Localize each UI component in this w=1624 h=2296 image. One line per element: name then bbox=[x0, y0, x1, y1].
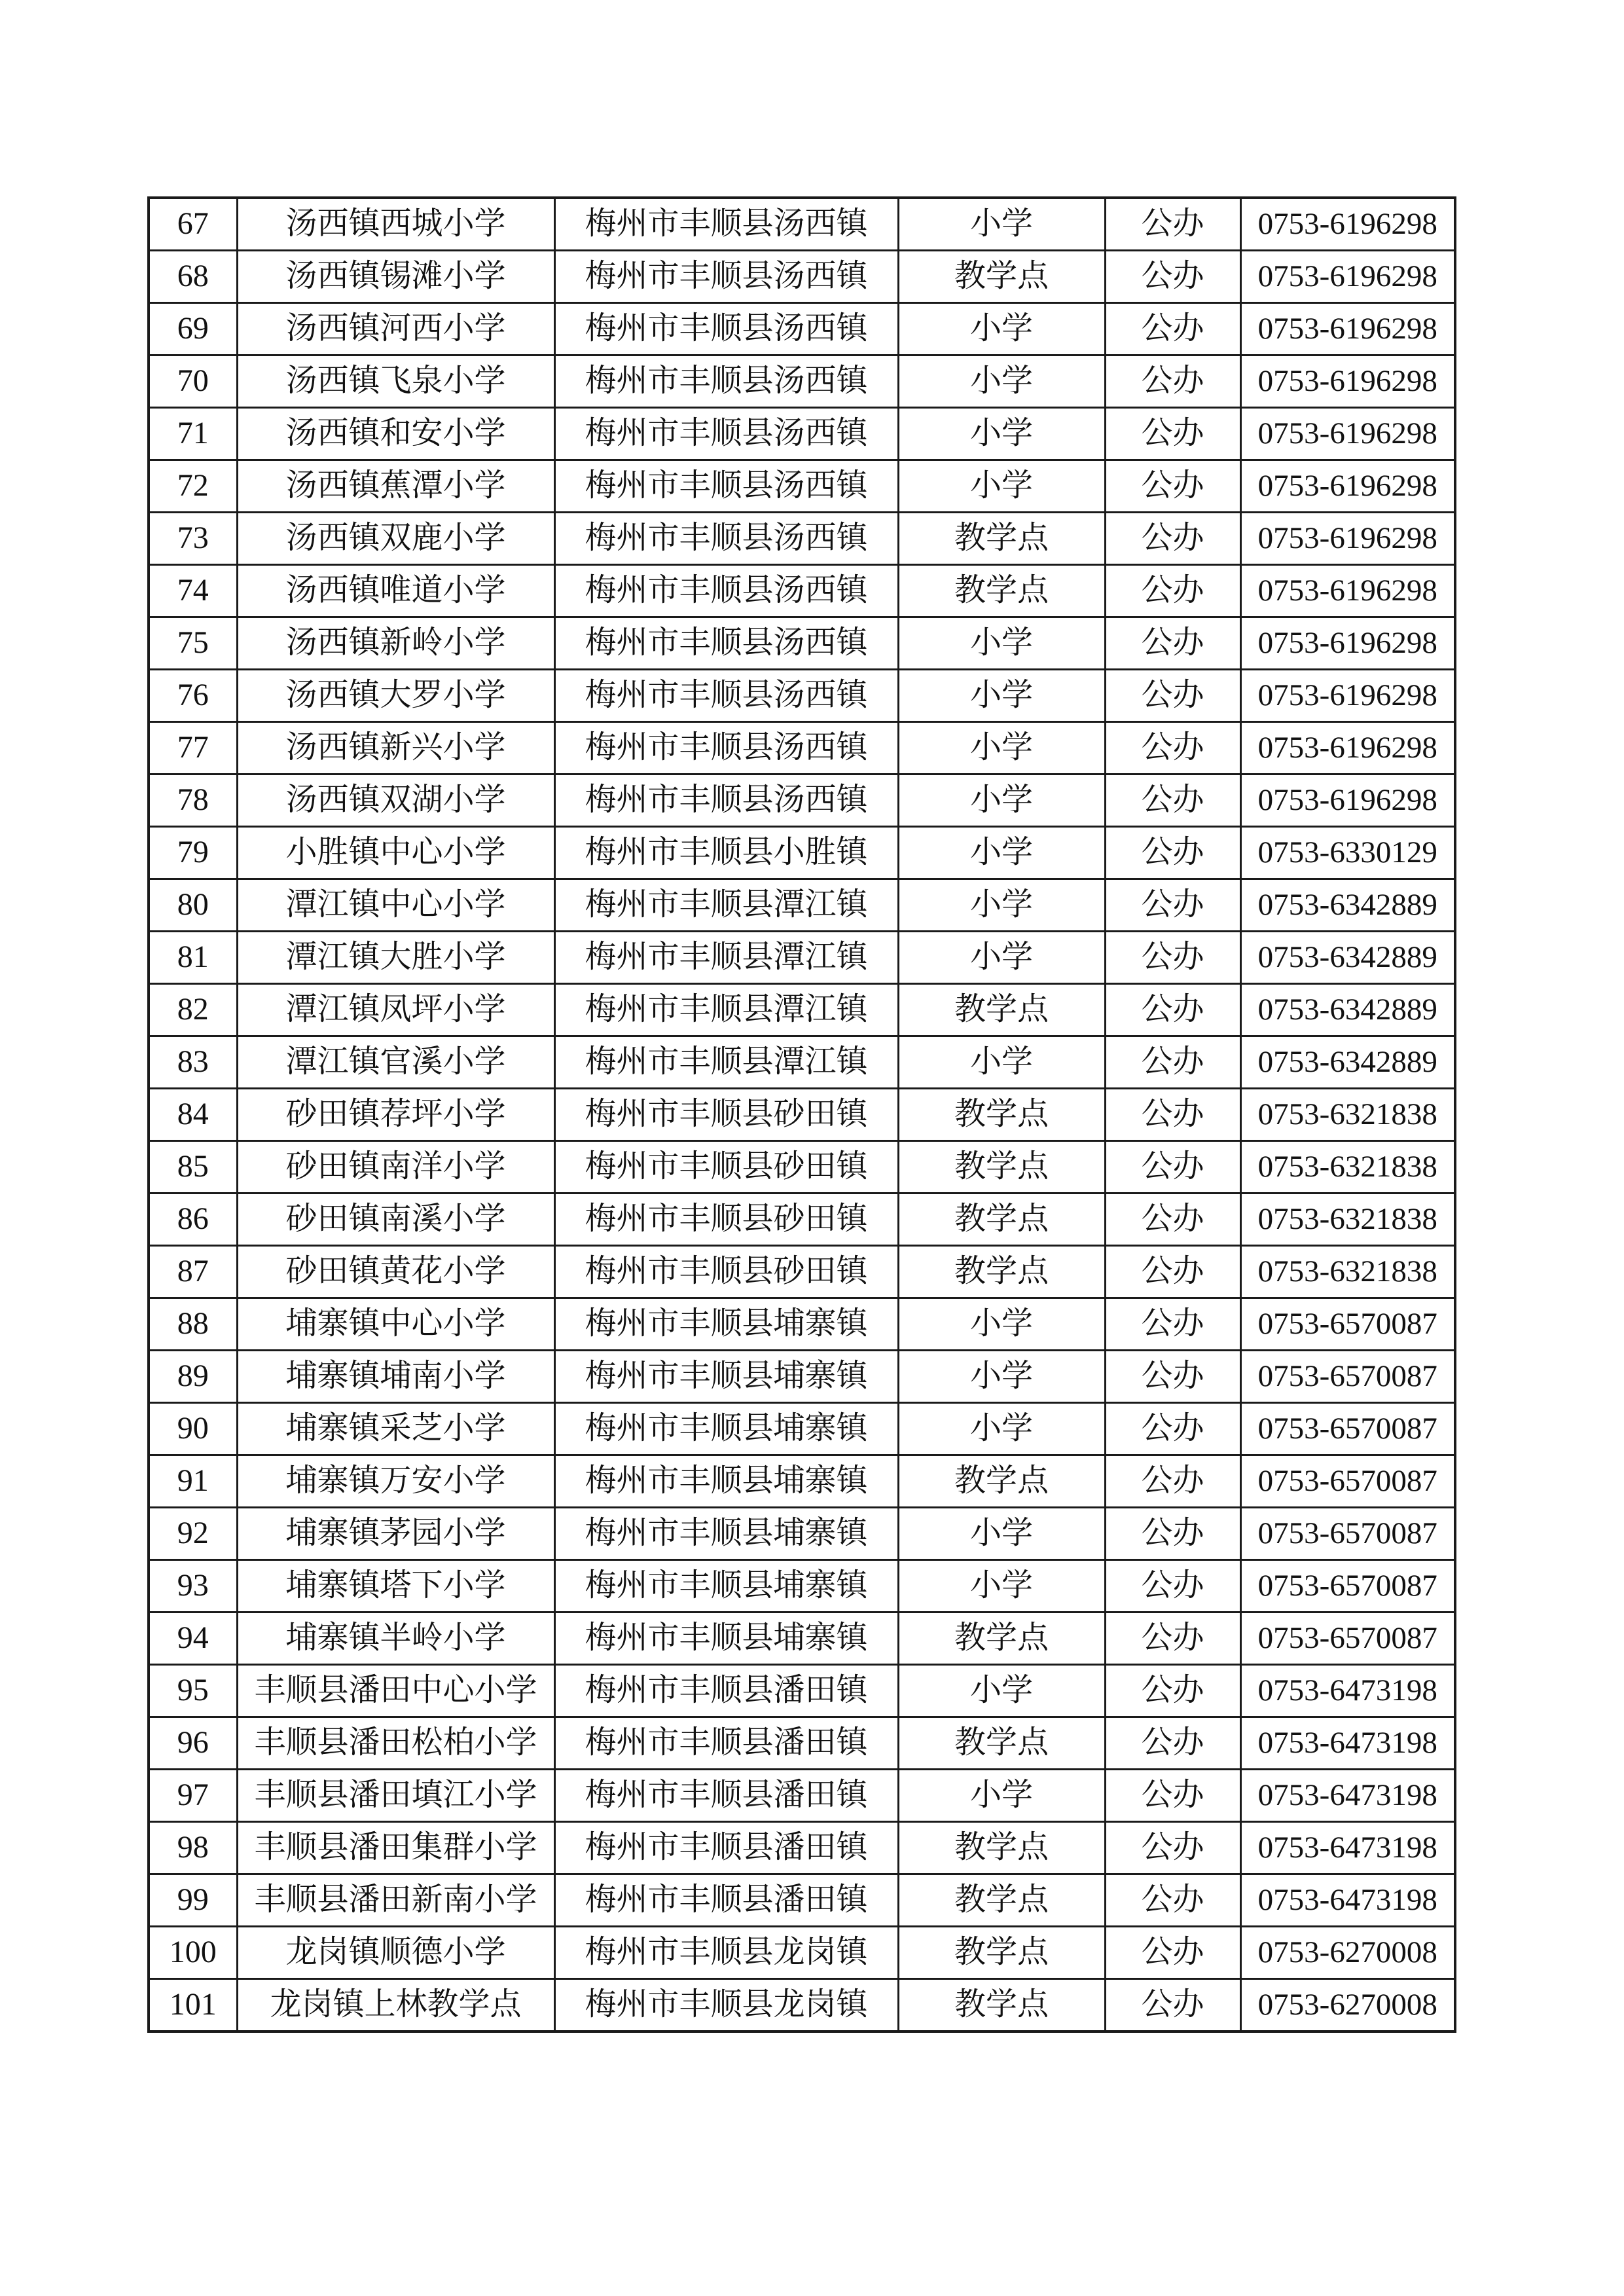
cell-row-number: 67 bbox=[149, 198, 237, 251]
cell-phone: 0753-6570087 bbox=[1240, 1560, 1455, 1613]
cell-row-number: 83 bbox=[149, 1036, 237, 1089]
cell-row-number: 75 bbox=[149, 617, 237, 670]
cell-address: 梅州市丰顺县埔寨镇 bbox=[554, 1455, 898, 1508]
cell-row-number: 98 bbox=[149, 1822, 237, 1874]
cell-address: 梅州市丰顺县潭江镇 bbox=[554, 879, 898, 932]
table-row bbox=[149, 513, 1455, 565]
cell-ownership: 公办 bbox=[1105, 1927, 1240, 1979]
cell-ownership: 公办 bbox=[1105, 1455, 1240, 1508]
cell-school-type: 小学 bbox=[898, 1036, 1105, 1089]
cell-phone: 0753-6473198 bbox=[1240, 1770, 1455, 1822]
cell-address: 梅州市丰顺县潘田镇 bbox=[554, 1770, 898, 1822]
cell-school-name: 埔寨镇埔南小学 bbox=[237, 1351, 554, 1403]
cell-phone: 0753-6330129 bbox=[1240, 827, 1455, 879]
cell-school-type: 小学 bbox=[898, 1508, 1105, 1560]
cell-school-type: 教学点 bbox=[898, 565, 1105, 617]
cell-ownership: 公办 bbox=[1105, 1560, 1240, 1613]
cell-phone: 0753-6473198 bbox=[1240, 1665, 1455, 1717]
table-row bbox=[149, 827, 1455, 879]
table-row bbox=[149, 1874, 1455, 1927]
cell-phone: 0753-6342889 bbox=[1240, 879, 1455, 932]
cell-school-type: 教学点 bbox=[898, 251, 1105, 303]
cell-address: 梅州市丰顺县汤西镇 bbox=[554, 617, 898, 670]
cell-row-number: 70 bbox=[149, 355, 237, 408]
cell-school-type: 小学 bbox=[898, 303, 1105, 355]
cell-school-type: 小学 bbox=[898, 198, 1105, 251]
cell-ownership: 公办 bbox=[1105, 565, 1240, 617]
cell-ownership: 公办 bbox=[1105, 1665, 1240, 1717]
cell-school-type: 教学点 bbox=[898, 513, 1105, 565]
cell-row-number: 69 bbox=[149, 303, 237, 355]
cell-school-type: 教学点 bbox=[898, 1089, 1105, 1141]
cell-phone: 0753-6570087 bbox=[1240, 1508, 1455, 1560]
cell-school-name: 潭江镇大胜小学 bbox=[237, 932, 554, 984]
cell-ownership: 公办 bbox=[1105, 827, 1240, 879]
cell-school-type: 小学 bbox=[898, 1770, 1105, 1822]
cell-address: 梅州市丰顺县潘田镇 bbox=[554, 1665, 898, 1717]
table-row bbox=[149, 617, 1455, 670]
cell-address: 梅州市丰顺县汤西镇 bbox=[554, 251, 898, 303]
cell-row-number: 72 bbox=[149, 460, 237, 513]
cell-address: 梅州市丰顺县汤西镇 bbox=[554, 303, 898, 355]
cell-school-name: 龙岗镇顺德小学 bbox=[237, 1927, 554, 1979]
cell-row-number: 77 bbox=[149, 722, 237, 774]
table-row bbox=[149, 1194, 1455, 1246]
cell-school-name: 汤西镇和安小学 bbox=[237, 408, 554, 460]
cell-ownership: 公办 bbox=[1105, 1089, 1240, 1141]
table-row bbox=[149, 251, 1455, 303]
cell-ownership: 公办 bbox=[1105, 932, 1240, 984]
cell-school-name: 潭江镇官溪小学 bbox=[237, 1036, 554, 1089]
cell-row-number: 95 bbox=[149, 1665, 237, 1717]
cell-address: 梅州市丰顺县汤西镇 bbox=[554, 355, 898, 408]
cell-school-type: 小学 bbox=[898, 355, 1105, 408]
cell-ownership: 公办 bbox=[1105, 879, 1240, 932]
cell-school-type: 小学 bbox=[898, 617, 1105, 670]
cell-address: 梅州市丰顺县埔寨镇 bbox=[554, 1403, 898, 1455]
cell-ownership: 公办 bbox=[1105, 1141, 1240, 1194]
table-row bbox=[149, 1403, 1455, 1455]
cell-phone: 0753-6196298 bbox=[1240, 198, 1455, 251]
cell-row-number: 68 bbox=[149, 251, 237, 303]
table-row bbox=[149, 1455, 1455, 1508]
cell-phone: 0753-6196298 bbox=[1240, 774, 1455, 827]
table-row bbox=[149, 774, 1455, 827]
cell-ownership: 公办 bbox=[1105, 1822, 1240, 1874]
cell-phone: 0753-6473198 bbox=[1240, 1822, 1455, 1874]
table-row bbox=[149, 1822, 1455, 1874]
cell-row-number: 92 bbox=[149, 1508, 237, 1560]
cell-ownership: 公办 bbox=[1105, 1979, 1240, 2032]
cell-school-name: 丰顺县潘田松柏小学 bbox=[237, 1717, 554, 1770]
cell-school-type: 教学点 bbox=[898, 1613, 1105, 1665]
cell-ownership: 公办 bbox=[1105, 408, 1240, 460]
cell-school-name: 汤西镇新岭小学 bbox=[237, 617, 554, 670]
cell-row-number: 93 bbox=[149, 1560, 237, 1613]
cell-school-type: 教学点 bbox=[898, 1194, 1105, 1246]
cell-phone: 0753-6570087 bbox=[1240, 1298, 1455, 1351]
table-row bbox=[149, 1089, 1455, 1141]
cell-school-name: 潭江镇中心小学 bbox=[237, 879, 554, 932]
cell-school-type: 教学点 bbox=[898, 1822, 1105, 1874]
table-row bbox=[149, 1298, 1455, 1351]
cell-address: 梅州市丰顺县汤西镇 bbox=[554, 722, 898, 774]
cell-address: 梅州市丰顺县埔寨镇 bbox=[554, 1613, 898, 1665]
cell-phone: 0753-6570087 bbox=[1240, 1613, 1455, 1665]
table-row bbox=[149, 1141, 1455, 1194]
table-row bbox=[149, 460, 1455, 513]
cell-row-number: 94 bbox=[149, 1613, 237, 1665]
cell-row-number: 86 bbox=[149, 1194, 237, 1246]
cell-phone: 0753-6342889 bbox=[1240, 932, 1455, 984]
cell-school-name: 砂田镇南溪小学 bbox=[237, 1194, 554, 1246]
cell-phone: 0753-6196298 bbox=[1240, 565, 1455, 617]
cell-row-number: 85 bbox=[149, 1141, 237, 1194]
table-row bbox=[149, 1560, 1455, 1613]
cell-school-name: 小胜镇中心小学 bbox=[237, 827, 554, 879]
cell-address: 梅州市丰顺县潘田镇 bbox=[554, 1874, 898, 1927]
cell-row-number: 82 bbox=[149, 984, 237, 1036]
cell-phone: 0753-6196298 bbox=[1240, 355, 1455, 408]
cell-school-name: 汤西镇蕉潭小学 bbox=[237, 460, 554, 513]
cell-school-name: 汤西镇双湖小学 bbox=[237, 774, 554, 827]
cell-ownership: 公办 bbox=[1105, 722, 1240, 774]
cell-phone: 0753-6270008 bbox=[1240, 1927, 1455, 1979]
cell-school-type: 小学 bbox=[898, 1403, 1105, 1455]
cell-address: 梅州市丰顺县汤西镇 bbox=[554, 513, 898, 565]
cell-school-name: 丰顺县潘田中心小学 bbox=[237, 1665, 554, 1717]
school-list-table bbox=[147, 196, 1456, 2033]
cell-school-type: 教学点 bbox=[898, 1927, 1105, 1979]
cell-school-type: 教学点 bbox=[898, 1141, 1105, 1194]
cell-ownership: 公办 bbox=[1105, 513, 1240, 565]
cell-address: 梅州市丰顺县潭江镇 bbox=[554, 1036, 898, 1089]
cell-phone: 0753-6570087 bbox=[1240, 1455, 1455, 1508]
cell-ownership: 公办 bbox=[1105, 984, 1240, 1036]
cell-row-number: 90 bbox=[149, 1403, 237, 1455]
cell-school-type: 小学 bbox=[898, 1298, 1105, 1351]
cell-school-type: 教学点 bbox=[898, 1874, 1105, 1927]
cell-ownership: 公办 bbox=[1105, 1874, 1240, 1927]
cell-school-name: 潭江镇凤坪小学 bbox=[237, 984, 554, 1036]
cell-school-type: 小学 bbox=[898, 879, 1105, 932]
cell-ownership: 公办 bbox=[1105, 1036, 1240, 1089]
cell-school-name: 砂田镇南洋小学 bbox=[237, 1141, 554, 1194]
cell-address: 梅州市丰顺县汤西镇 bbox=[554, 198, 898, 251]
cell-address: 梅州市丰顺县砂田镇 bbox=[554, 1089, 898, 1141]
cell-phone: 0753-6196298 bbox=[1240, 251, 1455, 303]
cell-school-name: 汤西镇新兴小学 bbox=[237, 722, 554, 774]
cell-school-name: 砂田镇荐坪小学 bbox=[237, 1089, 554, 1141]
cell-address: 梅州市丰顺县埔寨镇 bbox=[554, 1298, 898, 1351]
table-row bbox=[149, 355, 1455, 408]
cell-phone: 0753-6570087 bbox=[1240, 1351, 1455, 1403]
cell-school-type: 小学 bbox=[898, 722, 1105, 774]
document-page bbox=[147, 196, 1454, 2033]
cell-phone: 0753-6196298 bbox=[1240, 617, 1455, 670]
cell-row-number: 99 bbox=[149, 1874, 237, 1927]
cell-school-name: 汤西镇河西小学 bbox=[237, 303, 554, 355]
cell-school-name: 汤西镇西城小学 bbox=[237, 198, 554, 251]
cell-address: 梅州市丰顺县汤西镇 bbox=[554, 460, 898, 513]
cell-address: 梅州市丰顺县汤西镇 bbox=[554, 408, 898, 460]
cell-school-type: 教学点 bbox=[898, 1979, 1105, 2032]
cell-address: 梅州市丰顺县龙岗镇 bbox=[554, 1927, 898, 1979]
cell-school-name: 汤西镇大罗小学 bbox=[237, 670, 554, 722]
cell-ownership: 公办 bbox=[1105, 1194, 1240, 1246]
cell-ownership: 公办 bbox=[1105, 1403, 1240, 1455]
table-row bbox=[149, 1508, 1455, 1560]
cell-phone: 0753-6321838 bbox=[1240, 1141, 1455, 1194]
cell-school-name: 丰顺县潘田集群小学 bbox=[237, 1822, 554, 1874]
cell-school-name: 埔寨镇采芝小学 bbox=[237, 1403, 554, 1455]
cell-address: 梅州市丰顺县小胜镇 bbox=[554, 827, 898, 879]
cell-school-type: 小学 bbox=[898, 827, 1105, 879]
cell-phone: 0753-6473198 bbox=[1240, 1717, 1455, 1770]
cell-school-type: 小学 bbox=[898, 932, 1105, 984]
cell-address: 梅州市丰顺县砂田镇 bbox=[554, 1246, 898, 1298]
cell-row-number: 89 bbox=[149, 1351, 237, 1403]
cell-row-number: 71 bbox=[149, 408, 237, 460]
cell-school-name: 埔寨镇万安小学 bbox=[237, 1455, 554, 1508]
cell-phone: 0753-6196298 bbox=[1240, 670, 1455, 722]
cell-school-type: 教学点 bbox=[898, 984, 1105, 1036]
cell-phone: 0753-6270008 bbox=[1240, 1979, 1455, 2032]
cell-phone: 0753-6196298 bbox=[1240, 722, 1455, 774]
cell-ownership: 公办 bbox=[1105, 198, 1240, 251]
cell-school-name: 埔寨镇半岭小学 bbox=[237, 1613, 554, 1665]
cell-address: 梅州市丰顺县龙岗镇 bbox=[554, 1979, 898, 2032]
cell-row-number: 97 bbox=[149, 1770, 237, 1822]
table-row bbox=[149, 1979, 1455, 2032]
cell-row-number: 79 bbox=[149, 827, 237, 879]
cell-school-name: 汤西镇锡滩小学 bbox=[237, 251, 554, 303]
table-row bbox=[149, 722, 1455, 774]
table-row bbox=[149, 670, 1455, 722]
cell-school-type: 小学 bbox=[898, 1665, 1105, 1717]
cell-school-type: 小学 bbox=[898, 774, 1105, 827]
cell-phone: 0753-6196298 bbox=[1240, 303, 1455, 355]
table-row bbox=[149, 1613, 1455, 1665]
cell-row-number: 84 bbox=[149, 1089, 237, 1141]
cell-ownership: 公办 bbox=[1105, 1508, 1240, 1560]
cell-ownership: 公办 bbox=[1105, 774, 1240, 827]
table-row bbox=[149, 198, 1455, 251]
cell-school-type: 教学点 bbox=[898, 1246, 1105, 1298]
cell-school-type: 教学点 bbox=[898, 1455, 1105, 1508]
cell-address: 梅州市丰顺县潘田镇 bbox=[554, 1717, 898, 1770]
cell-school-name: 埔寨镇中心小学 bbox=[237, 1298, 554, 1351]
cell-address: 梅州市丰顺县汤西镇 bbox=[554, 565, 898, 617]
cell-school-name: 丰顺县潘田新南小学 bbox=[237, 1874, 554, 1927]
table-row bbox=[149, 303, 1455, 355]
cell-ownership: 公办 bbox=[1105, 1717, 1240, 1770]
table-row bbox=[149, 408, 1455, 460]
cell-school-name: 汤西镇飞泉小学 bbox=[237, 355, 554, 408]
cell-row-number: 100 bbox=[149, 1927, 237, 1979]
table-row bbox=[149, 1246, 1455, 1298]
cell-phone: 0753-6321838 bbox=[1240, 1089, 1455, 1141]
cell-school-name: 丰顺县潘田填江小学 bbox=[237, 1770, 554, 1822]
cell-row-number: 73 bbox=[149, 513, 237, 565]
table-row bbox=[149, 1665, 1455, 1717]
cell-phone: 0753-6321838 bbox=[1240, 1246, 1455, 1298]
cell-ownership: 公办 bbox=[1105, 355, 1240, 408]
cell-ownership: 公办 bbox=[1105, 1246, 1240, 1298]
cell-row-number: 87 bbox=[149, 1246, 237, 1298]
cell-address: 梅州市丰顺县汤西镇 bbox=[554, 774, 898, 827]
cell-school-name: 埔寨镇塔下小学 bbox=[237, 1560, 554, 1613]
table-row bbox=[149, 1770, 1455, 1822]
cell-row-number: 91 bbox=[149, 1455, 237, 1508]
cell-row-number: 88 bbox=[149, 1298, 237, 1351]
cell-school-type: 小学 bbox=[898, 670, 1105, 722]
cell-ownership: 公办 bbox=[1105, 251, 1240, 303]
table-body bbox=[149, 198, 1455, 2032]
cell-row-number: 81 bbox=[149, 932, 237, 984]
table-row bbox=[149, 1927, 1455, 1979]
cell-school-type: 小学 bbox=[898, 1351, 1105, 1403]
table-row bbox=[149, 1717, 1455, 1770]
table-row bbox=[149, 1351, 1455, 1403]
cell-school-type: 教学点 bbox=[898, 1717, 1105, 1770]
cell-school-name: 汤西镇双鹿小学 bbox=[237, 513, 554, 565]
cell-ownership: 公办 bbox=[1105, 1298, 1240, 1351]
cell-address: 梅州市丰顺县埔寨镇 bbox=[554, 1351, 898, 1403]
cell-address: 梅州市丰顺县潭江镇 bbox=[554, 932, 898, 984]
cell-phone: 0753-6473198 bbox=[1240, 1874, 1455, 1927]
cell-phone: 0753-6570087 bbox=[1240, 1403, 1455, 1455]
cell-phone: 0753-6196298 bbox=[1240, 513, 1455, 565]
cell-ownership: 公办 bbox=[1105, 303, 1240, 355]
cell-row-number: 80 bbox=[149, 879, 237, 932]
cell-ownership: 公办 bbox=[1105, 1770, 1240, 1822]
cell-school-type: 小学 bbox=[898, 1560, 1105, 1613]
table-row bbox=[149, 1036, 1455, 1089]
cell-phone: 0753-6321838 bbox=[1240, 1194, 1455, 1246]
cell-row-number: 78 bbox=[149, 774, 237, 827]
cell-address: 梅州市丰顺县埔寨镇 bbox=[554, 1508, 898, 1560]
cell-row-number: 96 bbox=[149, 1717, 237, 1770]
cell-row-number: 101 bbox=[149, 1979, 237, 2032]
cell-ownership: 公办 bbox=[1105, 1613, 1240, 1665]
table-row bbox=[149, 879, 1455, 932]
cell-school-type: 小学 bbox=[898, 460, 1105, 513]
table-row bbox=[149, 932, 1455, 984]
cell-address: 梅州市丰顺县汤西镇 bbox=[554, 670, 898, 722]
cell-phone: 0753-6342889 bbox=[1240, 1036, 1455, 1089]
cell-school-name: 龙岗镇上林教学点 bbox=[237, 1979, 554, 2032]
cell-address: 梅州市丰顺县砂田镇 bbox=[554, 1141, 898, 1194]
cell-phone: 0753-6342889 bbox=[1240, 984, 1455, 1036]
table-row bbox=[149, 984, 1455, 1036]
cell-school-name: 砂田镇黄花小学 bbox=[237, 1246, 554, 1298]
cell-school-name: 汤西镇唯道小学 bbox=[237, 565, 554, 617]
cell-school-name: 埔寨镇茅园小学 bbox=[237, 1508, 554, 1560]
cell-ownership: 公办 bbox=[1105, 460, 1240, 513]
cell-phone: 0753-6196298 bbox=[1240, 460, 1455, 513]
cell-address: 梅州市丰顺县潘田镇 bbox=[554, 1822, 898, 1874]
cell-address: 梅州市丰顺县砂田镇 bbox=[554, 1194, 898, 1246]
cell-ownership: 公办 bbox=[1105, 670, 1240, 722]
cell-phone: 0753-6196298 bbox=[1240, 408, 1455, 460]
cell-ownership: 公办 bbox=[1105, 1351, 1240, 1403]
table-row bbox=[149, 565, 1455, 617]
cell-school-type: 小学 bbox=[898, 408, 1105, 460]
cell-ownership: 公办 bbox=[1105, 617, 1240, 670]
cell-address: 梅州市丰顺县埔寨镇 bbox=[554, 1560, 898, 1613]
cell-address: 梅州市丰顺县潭江镇 bbox=[554, 984, 898, 1036]
cell-row-number: 76 bbox=[149, 670, 237, 722]
cell-row-number: 74 bbox=[149, 565, 237, 617]
